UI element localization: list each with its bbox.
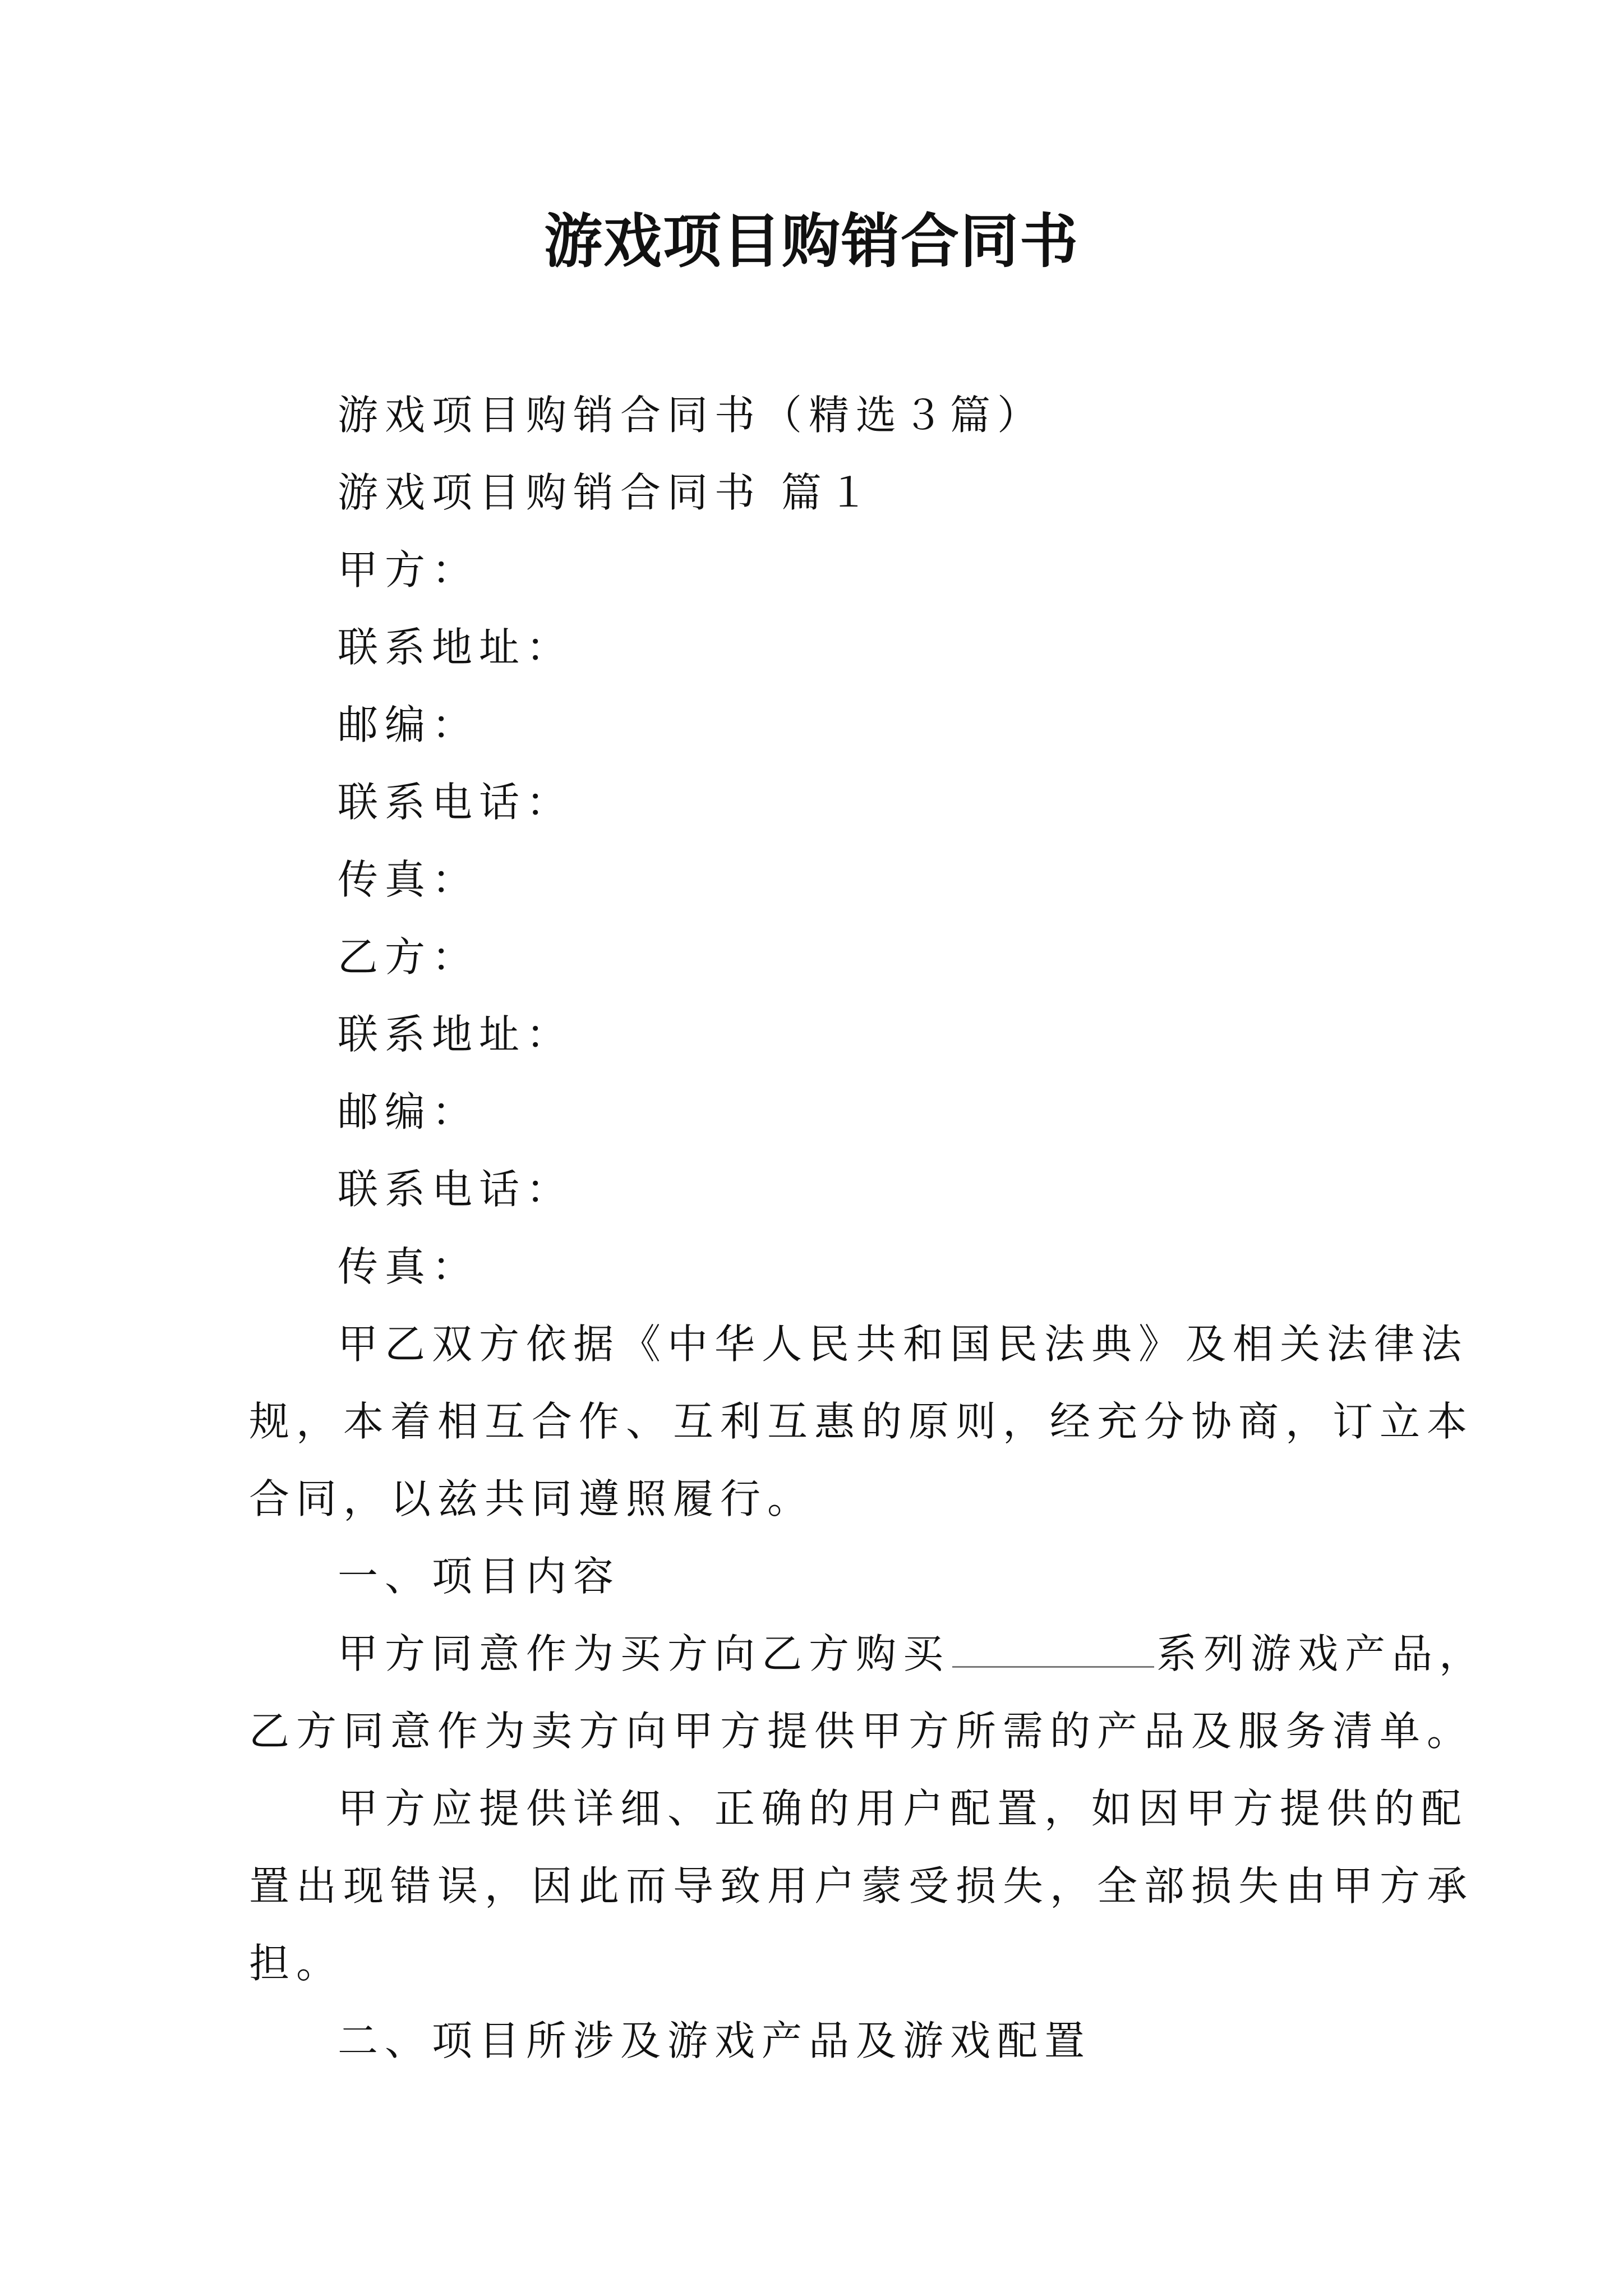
preamble-line-1: 甲乙双方依据《中华人民共和国民法典》及相关法律法 — [338, 1320, 1469, 1368]
purchase-text-before: 甲方同意作为买方向乙方购买 — [338, 1630, 951, 1677]
party-b-fax: 传真： — [338, 1243, 479, 1290]
document-title: 游戏项目购销合同书 — [543, 206, 1079, 275]
subtitle: 游戏项目购销合同书（精选３篇） — [338, 392, 1045, 439]
product-series-blank — [952, 1632, 1154, 1668]
party-b-label: 乙方： — [338, 933, 479, 981]
section-1-para-2-line-1: 甲方应提供详细、正确的用户配置，如因甲方提供的配 — [338, 1785, 1469, 1832]
party-a-address: 联系地址： — [338, 624, 574, 671]
party-b-phone: 联系电话： — [338, 1166, 574, 1213]
section-2-heading: 二、项目所涉及游戏产品及游戏配置 — [338, 2017, 1092, 2064]
part-heading: 游戏项目购销合同书 篇１ — [338, 469, 875, 516]
section-1-para-1-line-2: 乙方同意作为卖方向甲方提供甲方所需的产品及服务清单。 — [249, 1708, 1474, 1755]
preamble-line-2: 规，本着相互合作、互利互惠的原则，经充分协商，订立本 — [249, 1398, 1474, 1445]
party-a-label: 甲方： — [338, 546, 479, 593]
section-1-heading: 一、项目内容 — [338, 1553, 621, 1600]
party-a-postcode: 邮编： — [338, 701, 479, 748]
section-1-para-1-line-1 — [338, 1626, 1486, 1682]
section-1-para-2-line-2: 置出现错误，因此而导致用户蒙受损失，全部损失由甲方承 — [249, 1862, 1474, 1910]
preamble-line-3: 合同，以兹共同遵照履行。 — [249, 1475, 815, 1522]
party-b-postcode: 邮编： — [338, 1088, 479, 1135]
party-a-phone: 联系电话： — [338, 779, 574, 826]
section-1-para-2-line-3: 担。 — [249, 1940, 344, 1987]
purchase-text-after: 系列游戏产品， — [1156, 1630, 1487, 1677]
party-a-fax: 传真： — [338, 856, 479, 903]
party-b-address: 联系地址： — [338, 1011, 574, 1058]
